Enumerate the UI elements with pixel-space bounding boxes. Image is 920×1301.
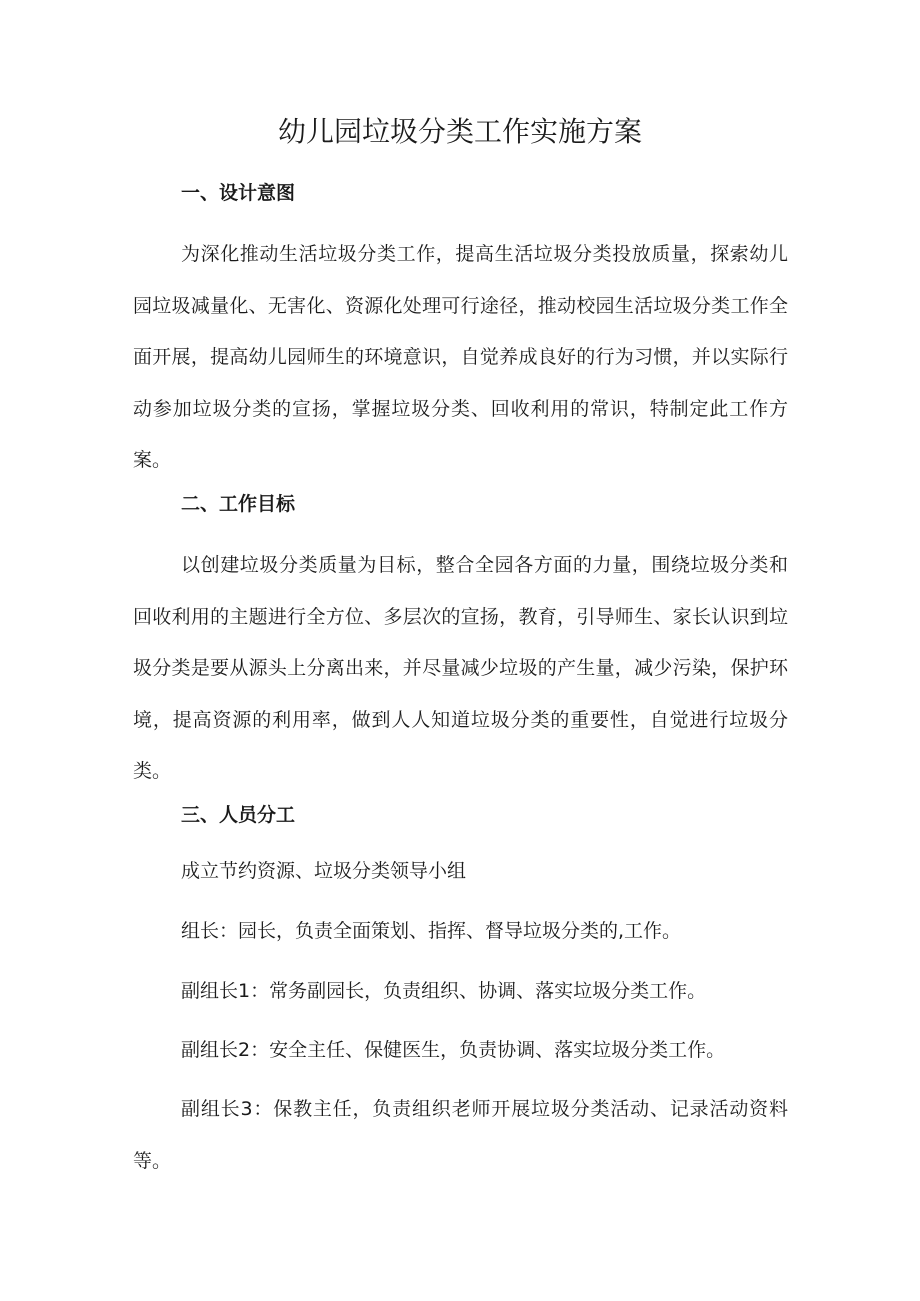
- paragraph-leadership-group: 成立节约资源、垃圾分类领导小组: [181, 860, 467, 882]
- paragraph-deputy-leader-2: 副组长2：安全主任、保健医生，负责协调、落实垃圾分类工作。: [181, 1039, 726, 1061]
- section-heading-design-intent: 一、设计意图: [181, 182, 296, 204]
- paragraph-work-goals: 以创建垃圾分类质量为目标，整合全园各方面的力量，围绕垃圾分类和回收利用的主题进行全方位、多层次的宣扬，教育，引导师生、家长认识到垃圾分类是要从源头上分离出来，并尽量减少垃圾的产生量，减少污染，保护环境，提高资源的利用率，做到人人知道垃圾分类的重要性，自觉进行垃圾分类。: [133, 554, 788, 782]
- paragraph-deputy-leader-1: 副组长1：常务副园长，负责组织、协调、落实垃圾分类工作。: [181, 980, 707, 1002]
- paragraph-group-leader: 组长：园长，负责全面策划、指挥、督导垃圾分类的,工作。: [181, 920, 682, 942]
- section-heading-work-goals: 二、工作目标: [181, 493, 296, 515]
- document-title: 幼儿园垃圾分类工作实施方案: [277, 115, 642, 148]
- paragraph-deputy-leader-3: 副组长3：保教主任，负责组织老师开展垃圾分类活动、记录活动资料等。: [133, 1098, 788, 1172]
- section-heading-staff-division: 三、人员分工: [181, 804, 296, 826]
- paragraph-design-intent: 为深化推动生活垃圾分类工作，提高生活垃圾分类投放质量，探索幼儿园垃圾减量化、无害化、资源化处理可行途径，推动校园生活垃圾分类工作全面开展，提高幼儿园师生的环境意识，自觉养成良好的行为习惯，并以实际行动参加垃圾分类的宣扬，掌握垃圾分类、回收利用的常识，特制定此工作方案。: [133, 243, 788, 471]
